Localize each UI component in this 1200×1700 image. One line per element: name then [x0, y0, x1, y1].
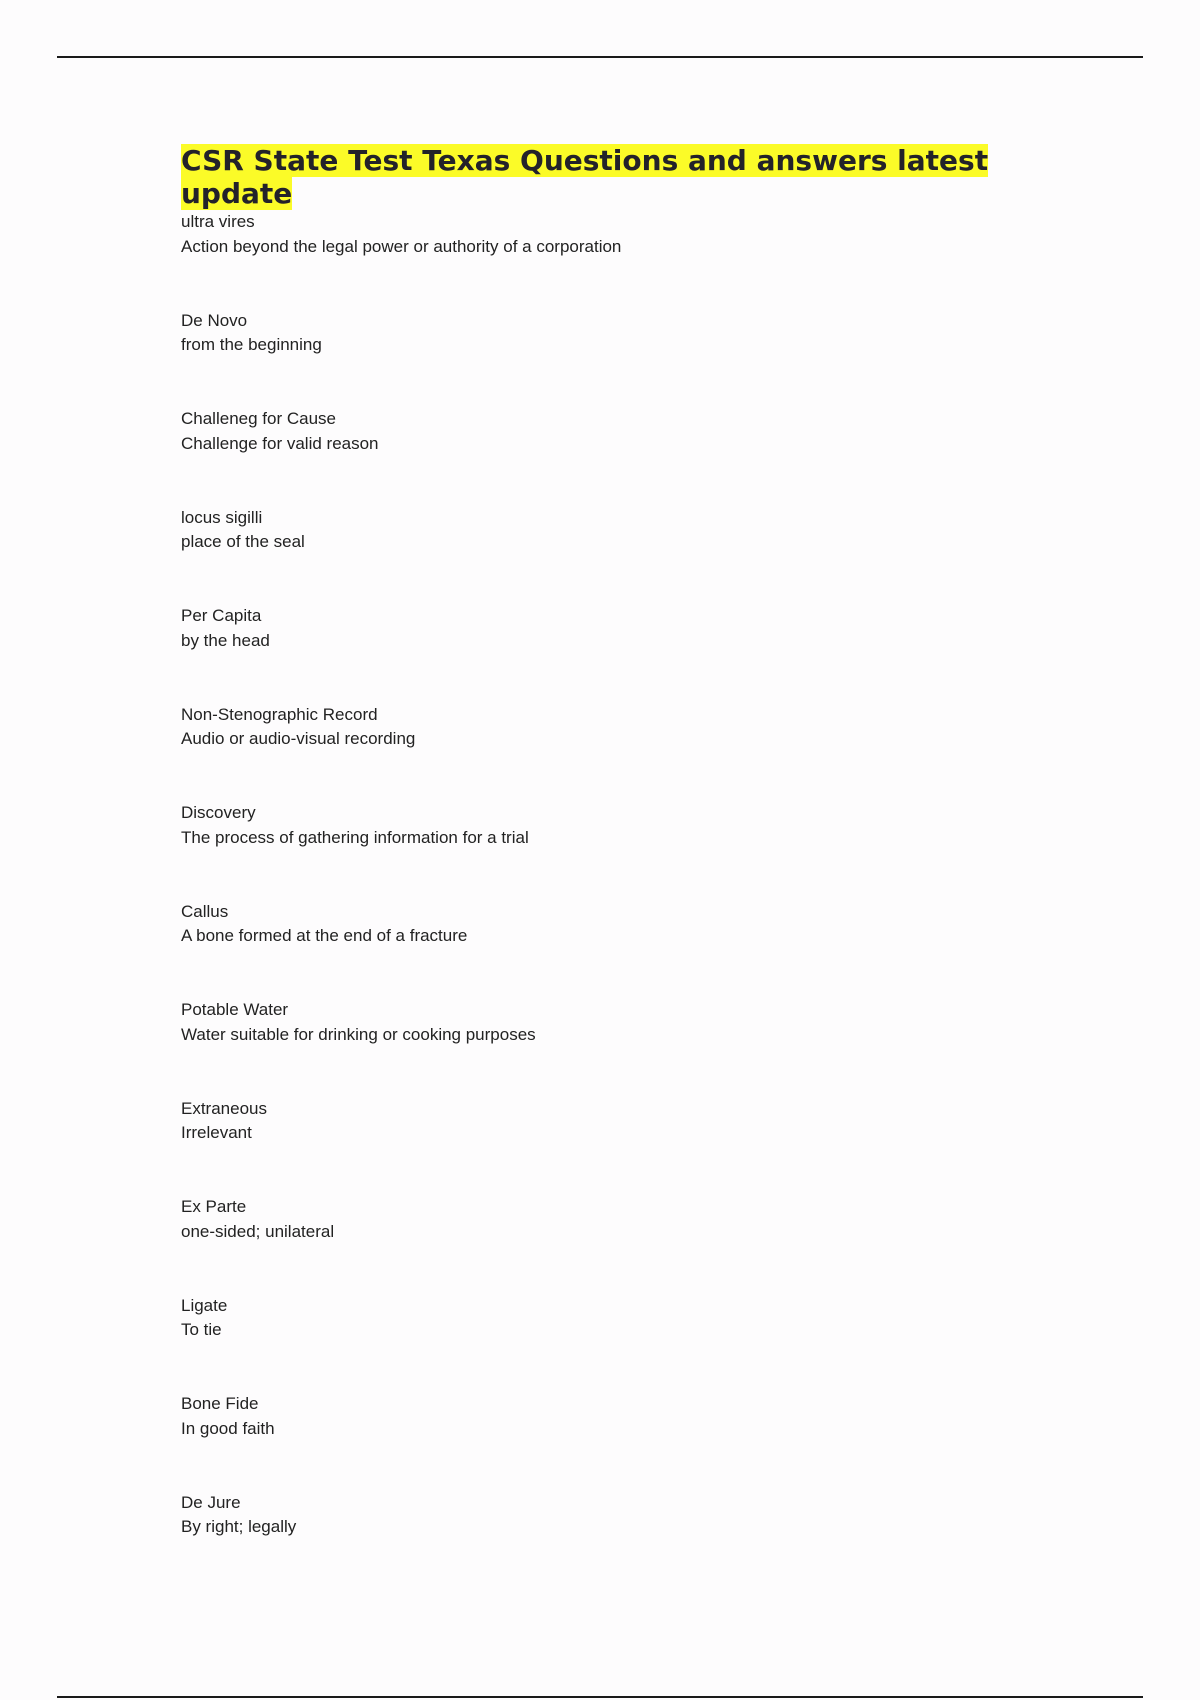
list-item — [181, 210, 1061, 309]
entry-definition: Challenge for valid reason — [181, 433, 379, 453]
document-title-text: CSR State Test Texas Questions and answers latest update — [181, 144, 989, 210]
entry-definition: Audio or audio-visual recording — [181, 729, 416, 748]
entry-definition: Irrelevant — [181, 1123, 252, 1142]
entry-term: Callus — [181, 901, 229, 921]
list-item — [181, 1097, 1061, 1196]
entry-term: Ex Parte — [181, 1197, 247, 1216]
entry-term: Ligate — [181, 1295, 228, 1315]
list-item — [181, 1195, 1061, 1294]
list-item — [181, 1294, 1061, 1393]
entry-term: Bone Fide — [181, 1394, 259, 1413]
entry-term: Non-Stenographic Record — [181, 704, 378, 724]
entry-definition: A bone formed at the end of a fracture — [181, 926, 468, 945]
footer-rule — [57, 1696, 1143, 1698]
entry-definition: Water suitable for drinking or cooking purposes — [181, 1024, 536, 1044]
entry-list — [181, 210, 1061, 1589]
list-item — [181, 407, 1061, 506]
document-title — [181, 144, 1061, 210]
entry-definition: In good faith — [181, 1418, 275, 1438]
entry-definition: from the beginning — [181, 335, 322, 354]
entry-term: Discovery — [181, 803, 256, 822]
list-item — [181, 801, 1061, 900]
entry-term: locus sigilli — [181, 507, 263, 527]
list-item — [181, 1491, 1061, 1590]
list-item — [181, 604, 1061, 703]
list-item — [181, 998, 1061, 1097]
entry-definition: By right; legally — [181, 1517, 297, 1536]
entry-term: De Novo — [181, 310, 248, 330]
entry-term: Challeneg for Cause — [181, 409, 336, 428]
entry-term: Potable Water — [181, 1000, 289, 1019]
entry-definition: place of the seal — [181, 532, 305, 551]
header-rule — [57, 56, 1143, 58]
entry-term: Extraneous — [181, 1098, 267, 1118]
document-body — [181, 144, 1061, 1589]
list-item — [181, 900, 1061, 999]
list-item — [181, 1392, 1061, 1491]
entry-definition: one-sided; unilateral — [181, 1221, 335, 1241]
list-item — [181, 309, 1061, 408]
list-item — [181, 703, 1061, 802]
entry-definition: by the head — [181, 630, 270, 650]
entry-definition: The process of gathering information for a trial — [181, 827, 529, 847]
entry-term: Per Capita — [181, 606, 262, 625]
entry-definition: Action beyond the legal power or authority of a corporation — [181, 236, 622, 256]
entry-term: De Jure — [181, 1492, 241, 1512]
entry-term: ultra vires — [181, 212, 255, 231]
list-item — [181, 506, 1061, 605]
entry-definition: To tie — [181, 1320, 222, 1339]
